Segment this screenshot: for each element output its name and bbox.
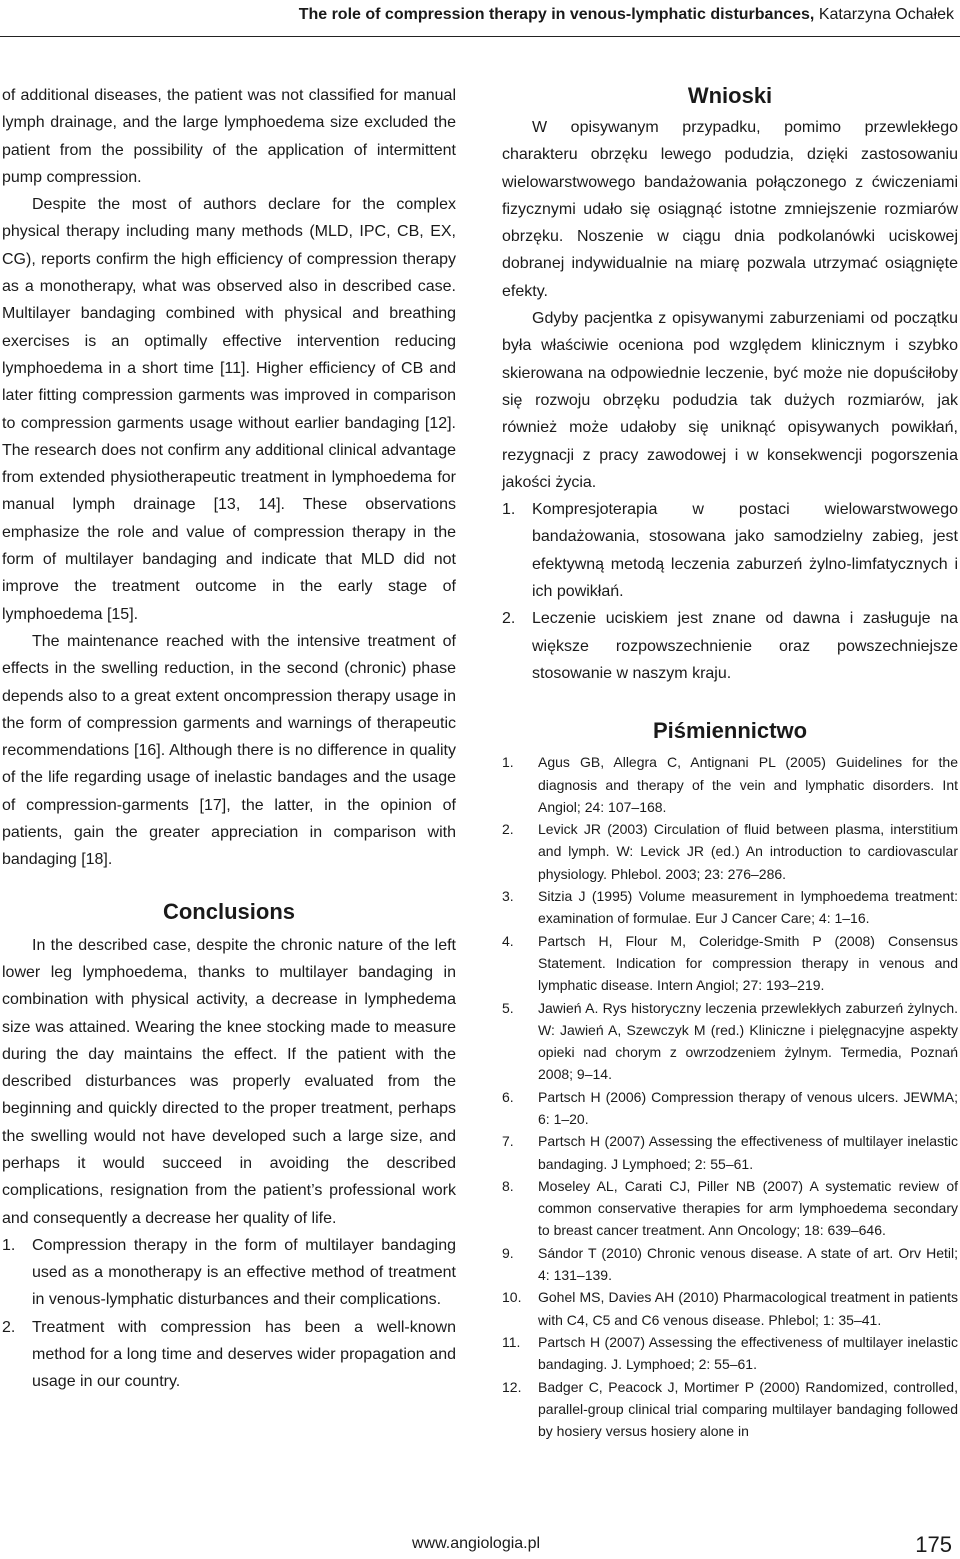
header-rule <box>0 36 960 37</box>
reference-item <box>502 1286 958 1331</box>
list-number: 1. <box>2 1236 16 1254</box>
reference-item <box>502 1130 958 1175</box>
list-text: Compression therapy in the form of multilayer bandaging used as a monotherapy is an effective method of treatment in venous-lymphatic disturbances and their complications. <box>32 1236 456 1309</box>
reference-number: 10. <box>502 1289 522 1306</box>
reference-text: Sitzia J (1995) Volume measurement in lymphoedema treatment: examination of formulae. Eur J Cancer Care; 4: 1–16. <box>538 888 958 927</box>
reference-item <box>502 1331 958 1376</box>
reference-text: Partsch H (2007) Assessing the effectiveness of multilayer inelastic bandaging. J. Lymphoed; 2: 55–61. <box>538 1333 958 1373</box>
running-head-author: Katarzyna Ochałek <box>818 6 954 23</box>
references-list <box>502 751 958 1442</box>
list-text: Leczenie uciskiem jest znane od dawna i zasługuje na większe rozpowszechnienie oraz powszechniejsze stosowanie w naszym kraju. <box>532 610 958 682</box>
reference-text: Partsch H, Flour M, Coleridge-Smith P (2008) Consensus Statement. Indication for compression therapy in venous and lymphatic disease. Intern Angiol; 27: 193–219. <box>538 932 958 994</box>
paragraph: of additional diseases, the patient was not classified for manual lymph drainage, and the large lymphoedema size excluded the patient from the possibility of the application of intermittent pump compression. <box>2 87 456 186</box>
reference-item <box>502 885 958 930</box>
reference-text: Jawień A. Rys historyczny leczenia przewlekłych zaburzeń żylnych. W: Jawień A, Szewczyk M (red.) Kliniczne i pielęgnacyjne aspekty opieki nad chorym z owrzodzeniem żylnym. Termedia, Poznań 2008; 9–14. <box>538 999 958 1083</box>
paragraph: The maintenance reached with the intensive treatment of effects in the swelling reduction, in the second (chronic) phase depends also to a great extent oncompression therapy usage in the form of compression garments and warnings of therapeutic recommendations [16]. Although there is no difference in quality of the life regarding usage of inelastic bandages and the usage of compression-garments [17], the latter, in the opinion of patients, gain the greater appreciation in comparison with bandaging [18]. <box>2 632 456 869</box>
list-text: Treatment with compression has been a well-known method for a long time and deserves wider propagation and usage in our country. <box>32 1318 456 1391</box>
reference-number: 11. <box>502 1333 521 1350</box>
reference-text: Moseley AL, Carati CJ, Piller NB (2007) A systematic review of common conservative therapies for arm lymphoedema secondary to breast cancer treatment. Ann Oncology; 18: 639–646. <box>538 1177 958 1239</box>
paragraph: Gdyby pacjentka z opisywanymi zaburzeniami od początku była właściwie oceniona pod względem klinicznym i szybko skierowana na odpowiednie leczenie, być może nie dopuściłoby się rozwoju obrzęku podudzia tak dużych rozmiarów, jak również może udałoby się uniknąć opisywanych powikłań, rezygnacji z pracy zawodowej i w konsekwencji pogorszenia jakości życia. <box>502 310 958 491</box>
reference-number: 4. <box>502 932 514 949</box>
reference-number: 7. <box>502 1133 514 1150</box>
reference-number: 2. <box>502 821 514 838</box>
reference-item <box>502 930 958 997</box>
reference-text: Levick JR (2003) Circulation of fluid between plasma, interstitium and lymph. W: Levick JR (ed.) An introduction to cardiovascular physiology. Phlebol. 2003; 23: 276–286. <box>538 821 958 882</box>
reference-item <box>502 751 958 818</box>
reference-item <box>502 1086 958 1131</box>
list-number: 2. <box>2 1318 16 1336</box>
conclusions-list <box>2 1232 456 1396</box>
reference-number: 9. <box>502 1244 514 1261</box>
reference-item <box>502 1376 958 1443</box>
reference-text: Partsch H (2006) Compression therapy of venous ulcers. JEWMA; 6: 1–20. <box>538 1088 958 1127</box>
reference-text: Gohel MS, Davies AH (2010) Pharmacological treatment in patients with C4, C5 and C6 venous disease. Phlebol; 1: 35–41. <box>538 1289 958 1328</box>
reference-number: 5. <box>502 999 514 1016</box>
list-number: 1. <box>502 501 516 519</box>
footer-url: www.angiologia.pl <box>412 1535 541 1552</box>
reference-number: 3. <box>502 888 514 905</box>
reference-number: 1. <box>502 754 514 771</box>
wnioski-list <box>502 496 958 687</box>
paragraph: In the described case, despite the chronic nature of the left lower leg lymphoedema, thanks to multilayer bandaging in combination with physical activity, a decrease in lymphedema size was attained. Wearing the knee stocking made to measure during the day maintains the effect. If the patient with the described disturbances was properly evaluated from the beginning and quickly directed to the proper treatment, perhaps the swelling would not have developed such a large size, and perhaps it would succeed in avoiding the described complications, resignation from the patient’s professional work and consequently a decrease her quality of life. <box>2 936 456 1227</box>
list-item <box>502 496 958 605</box>
list-item <box>2 1314 456 1396</box>
reference-text: Sándor T (2010) Chronic venous disease. A state of art. Orv Hetil; 4: 131–139. <box>538 1244 958 1284</box>
reference-text: Partsch H (2007) Assessing the effectiveness of multilayer inelastic bandaging. J Lymphoed; 2: 55–61. <box>538 1133 958 1172</box>
running-head-title: The role of compression therapy in venous-lymphatic disturbances, <box>298 6 815 23</box>
list-number: 2. <box>502 610 516 628</box>
right-column <box>502 82 958 1442</box>
reference-item <box>502 1242 958 1287</box>
list-item <box>2 1232 456 1314</box>
page-header <box>0 0 960 44</box>
paragraph: Despite the most of authors declare for the complex physical therapy including many methods (MLD, IPC, CB, EX, CG), reports confirm the high efficiency of compression therapy as a monotherapy, what was observed also in described case. Multilayer bandaging combined with physical and breathing exercises is an optimally effective intervention reducing lymphoedema in a short time [11]. Higher efficiency of CB and later fitting compression garments was improved in comparison to compression garments usage without earlier bandaging [12]. The research does not confirm any additional clinical advantage from extended physiotherapeutic treatment in lymphoedema for manual lymph drainage [13, 14]. These observations emphasize the role and value of compression therapy in the form of multilayer bandaging and indicate that MLD did not improve the treatment outcome in the early stage of lymphoedema [15]. <box>2 196 456 623</box>
reference-text: Badger C, Peacock J, Mortimer P (2000) Randomized, controlled, parallel-group clinical trial comparing multilayer bandaging followed by hosiery versus hosiery alone in <box>538 1378 958 1440</box>
running-head <box>299 6 954 24</box>
reference-number: 8. <box>502 1177 514 1194</box>
left-column <box>2 82 456 1396</box>
list-item <box>502 605 958 687</box>
list-text: Kompresjoterapia w postaci wielowarstwowego bandażowania, stosowana jako samodzielny zabieg, jest efektywną metodą leczenia zaburzeń żylno-limfatycznych i ich powikłań. <box>532 501 958 601</box>
reference-item <box>502 997 958 1086</box>
paragraph: W opisywanym przypadku, pomimo przewlekłego charakteru obrzęku lewego podudzia, dzięki zastosowaniu wielowarstwowego bandażowania połączonego z ćwiczeniami fizycznymi udało się osiągnąć istotne zmniejszenie rozmiarów obrzęku. Noszenie w ciągu dnia podkolanówki uciskowej dobranej indywidualnie na miarę pozwala utrzymać osiągnięte efekty. <box>502 119 958 300</box>
page-number: 175 <box>915 1532 952 1557</box>
reference-number: 12. <box>502 1378 522 1395</box>
conclusions-heading: Conclusions <box>162 898 295 924</box>
references-heading: Piśmiennictwo <box>652 718 808 744</box>
reference-text: Agus GB, Allegra C, Antignani PL (2005) Guidelines for the diagnosis and therapy of the vein and lymphatic disorders. Int Angiol; 24: 107–168. <box>538 754 958 815</box>
wnioski-heading: Wnioski <box>687 83 773 108</box>
reference-item <box>502 818 958 885</box>
reference-item <box>502 1175 958 1242</box>
reference-number: 6. <box>502 1088 514 1105</box>
